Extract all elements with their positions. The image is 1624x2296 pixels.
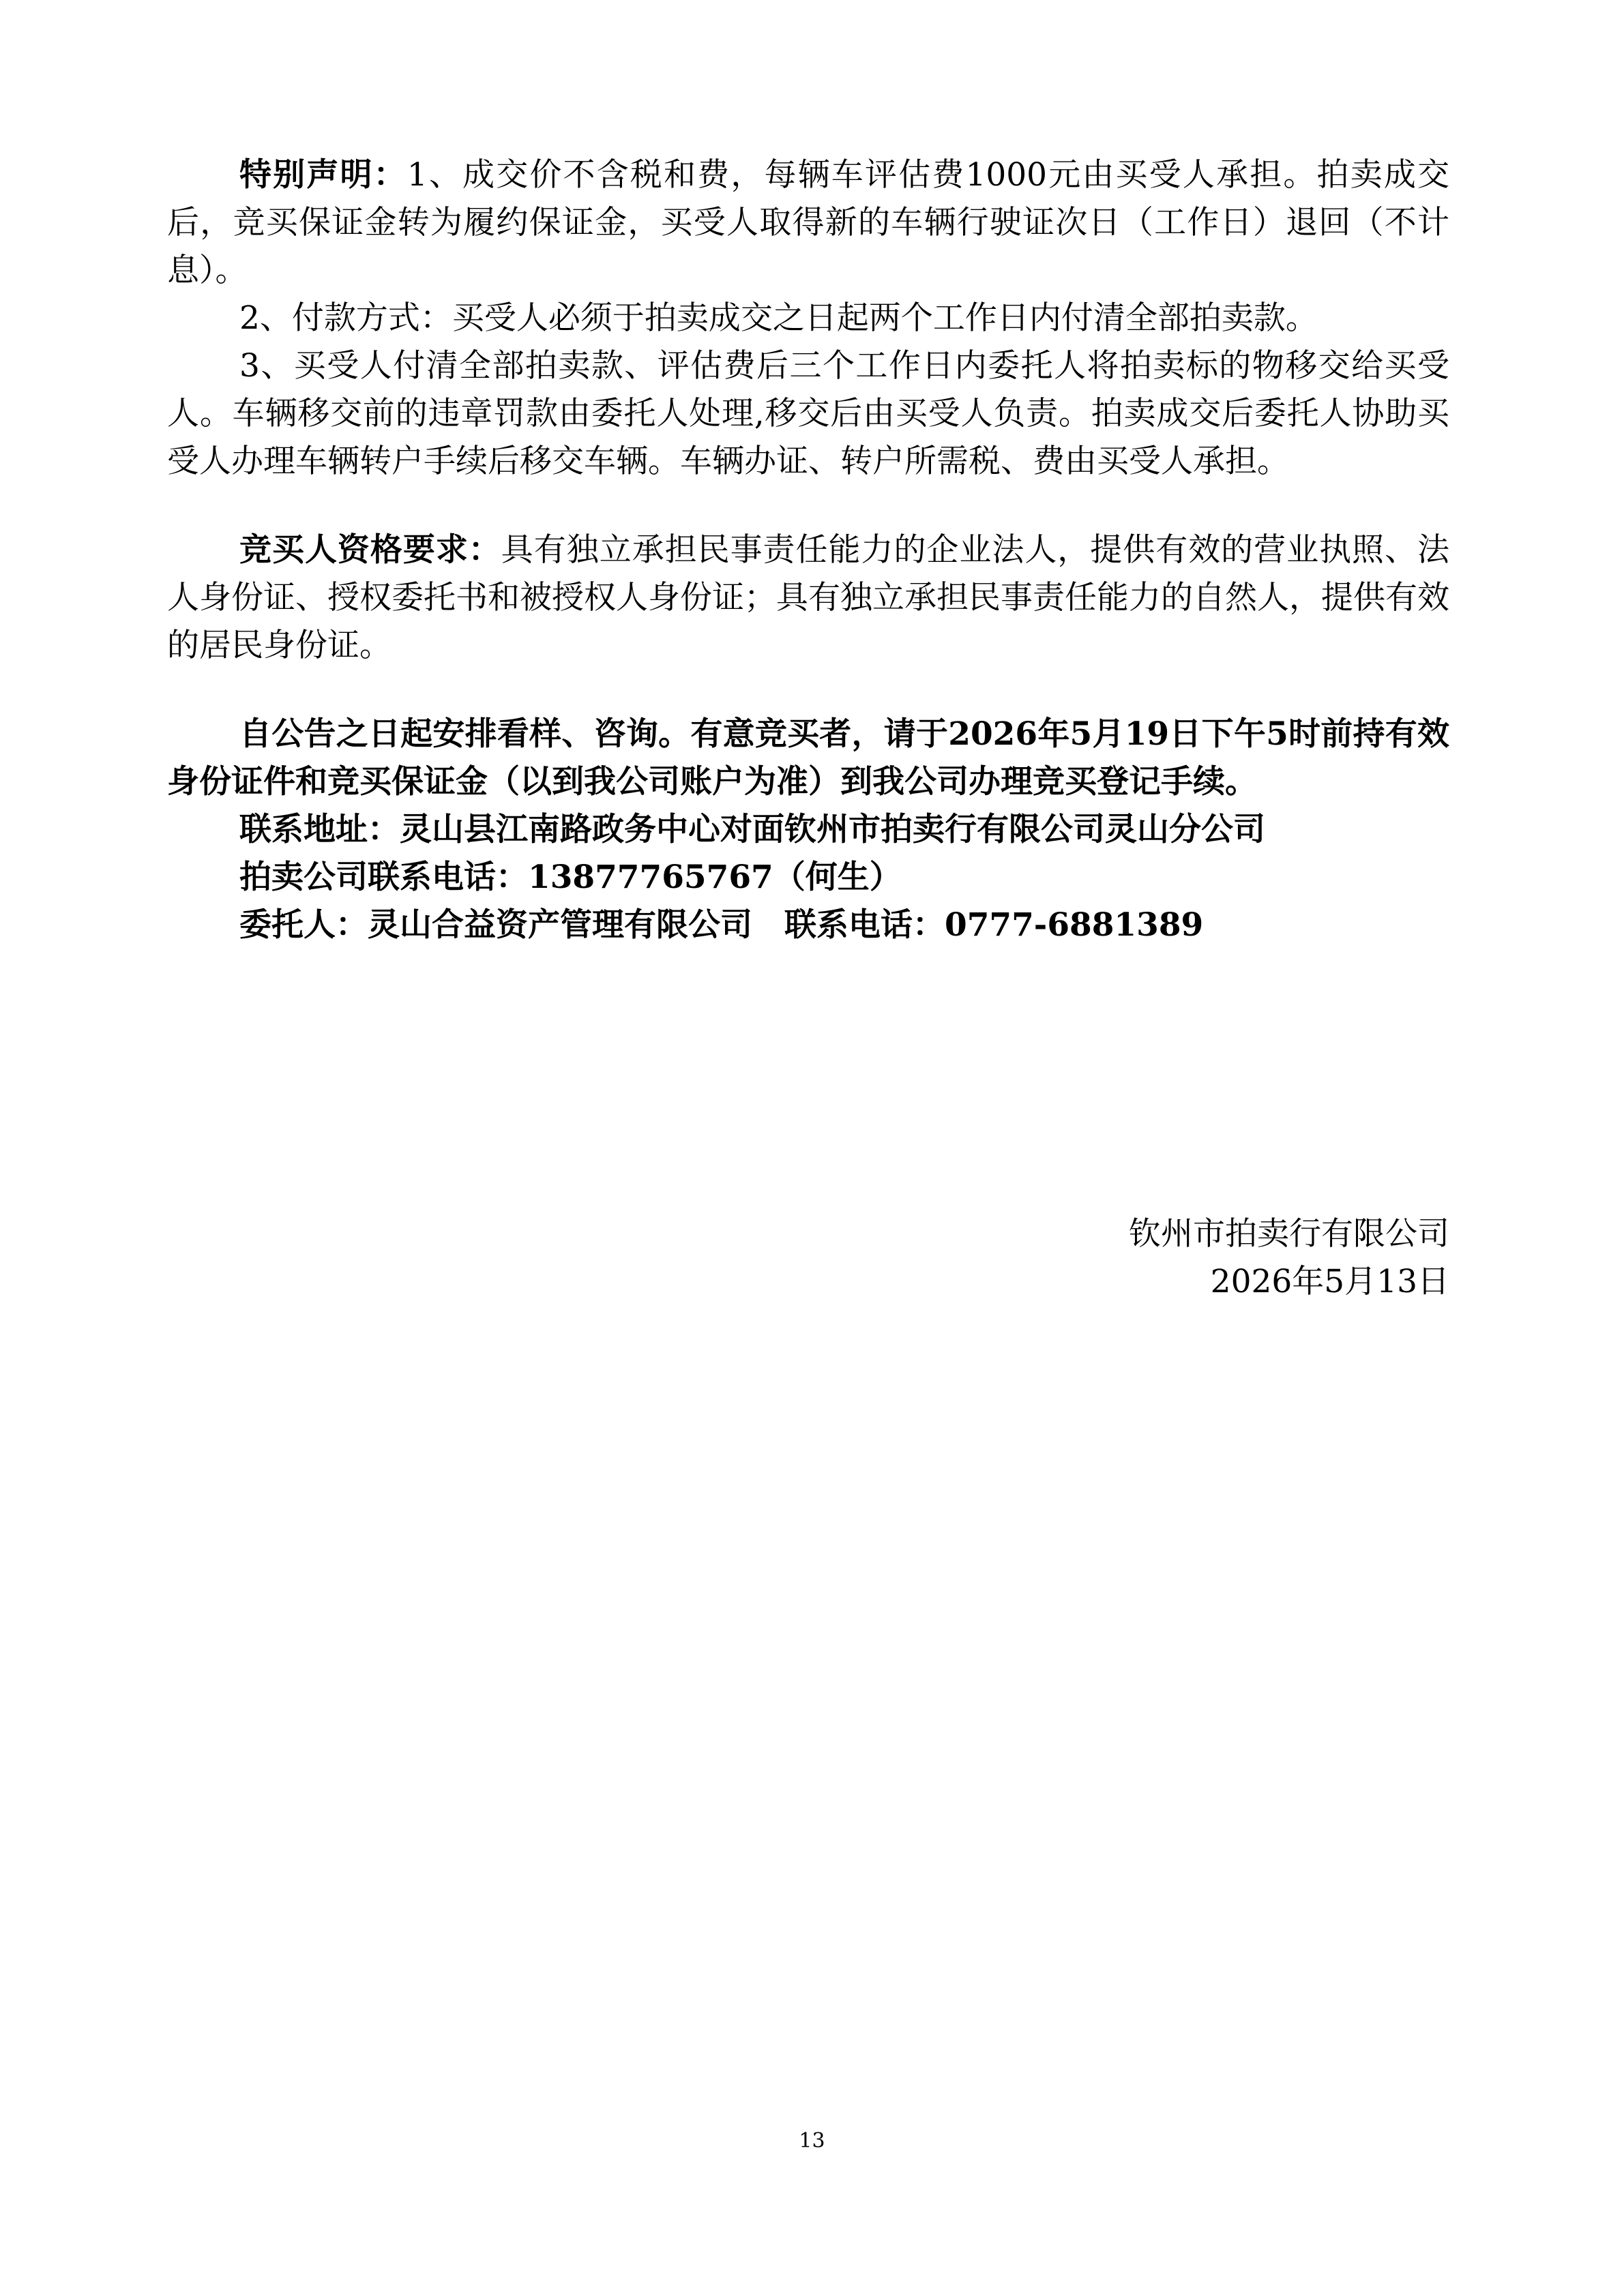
document-body xyxy=(167,151,1449,949)
qualification-text: 具有独立承担民事责任能力的企业法人，提供有效的营业执照、法人身份证、授权委托书和被授权人身份证；具有独立承担民事责任能力的自然人，提供有效的居民身份证。 xyxy=(167,531,1450,664)
qualification-paragraph xyxy=(167,526,1449,670)
auction-phone: 拍卖公司联系电话：13877765767（何生） xyxy=(239,859,902,896)
contact-address: 联系地址：灵山县江南路政务中心对面钦州市拍卖行有限公司灵山分公司 xyxy=(239,811,1265,848)
signature-date: 2026年5月13日 xyxy=(1210,1263,1449,1300)
special-statement-item1-text: 1、成交价不含税和费，每辆车评估费1000元由买受人承担。拍卖成交后，竞买保证金转为履约保证金，买受人取得新的车辆行驶证次日（工作日）退回（不计息）。 xyxy=(167,156,1450,289)
qualification-label: 竞买人资格要求： xyxy=(239,531,501,569)
special-statement-item2: 2、付款方式：买受人必须于拍卖成交之日起两个工作日内付清全部拍卖款。 xyxy=(239,299,1318,337)
spacer xyxy=(167,486,1449,526)
signature-block xyxy=(1129,1210,1449,1306)
special-statement-item1 xyxy=(167,151,1449,295)
special-statement-item3: 3、买受人付清全部拍卖款、评估费后三个工作日内委托人将拍卖标的物移交给买受人。车辆移交前的违章罚款由委托人处理,移交后由买受人负责。拍卖成交后委托人协助买受人办理车辆转户手续后移交车辆。车辆办证、转户所需税、费由买受人承担。 xyxy=(167,347,1449,480)
page-number: 13 xyxy=(799,2129,825,2153)
entrustor-contact: 委托人：灵山合益资产管理有限公司 联系电话：0777-6881389 xyxy=(239,906,1204,944)
signature-company: 钦州市拍卖行有限公司 xyxy=(1129,1215,1449,1253)
registration-paragraph: 自公告之日起安排看样、咨询。有意竞买者，请于2026年5月19日下午5时前持有效身份证件和竞买保证金（以到我公司账户为准）到我公司办理竞买登记手续。 xyxy=(167,715,1449,801)
special-statement-label: 特别声明： xyxy=(239,156,407,194)
spacer xyxy=(167,670,1449,711)
